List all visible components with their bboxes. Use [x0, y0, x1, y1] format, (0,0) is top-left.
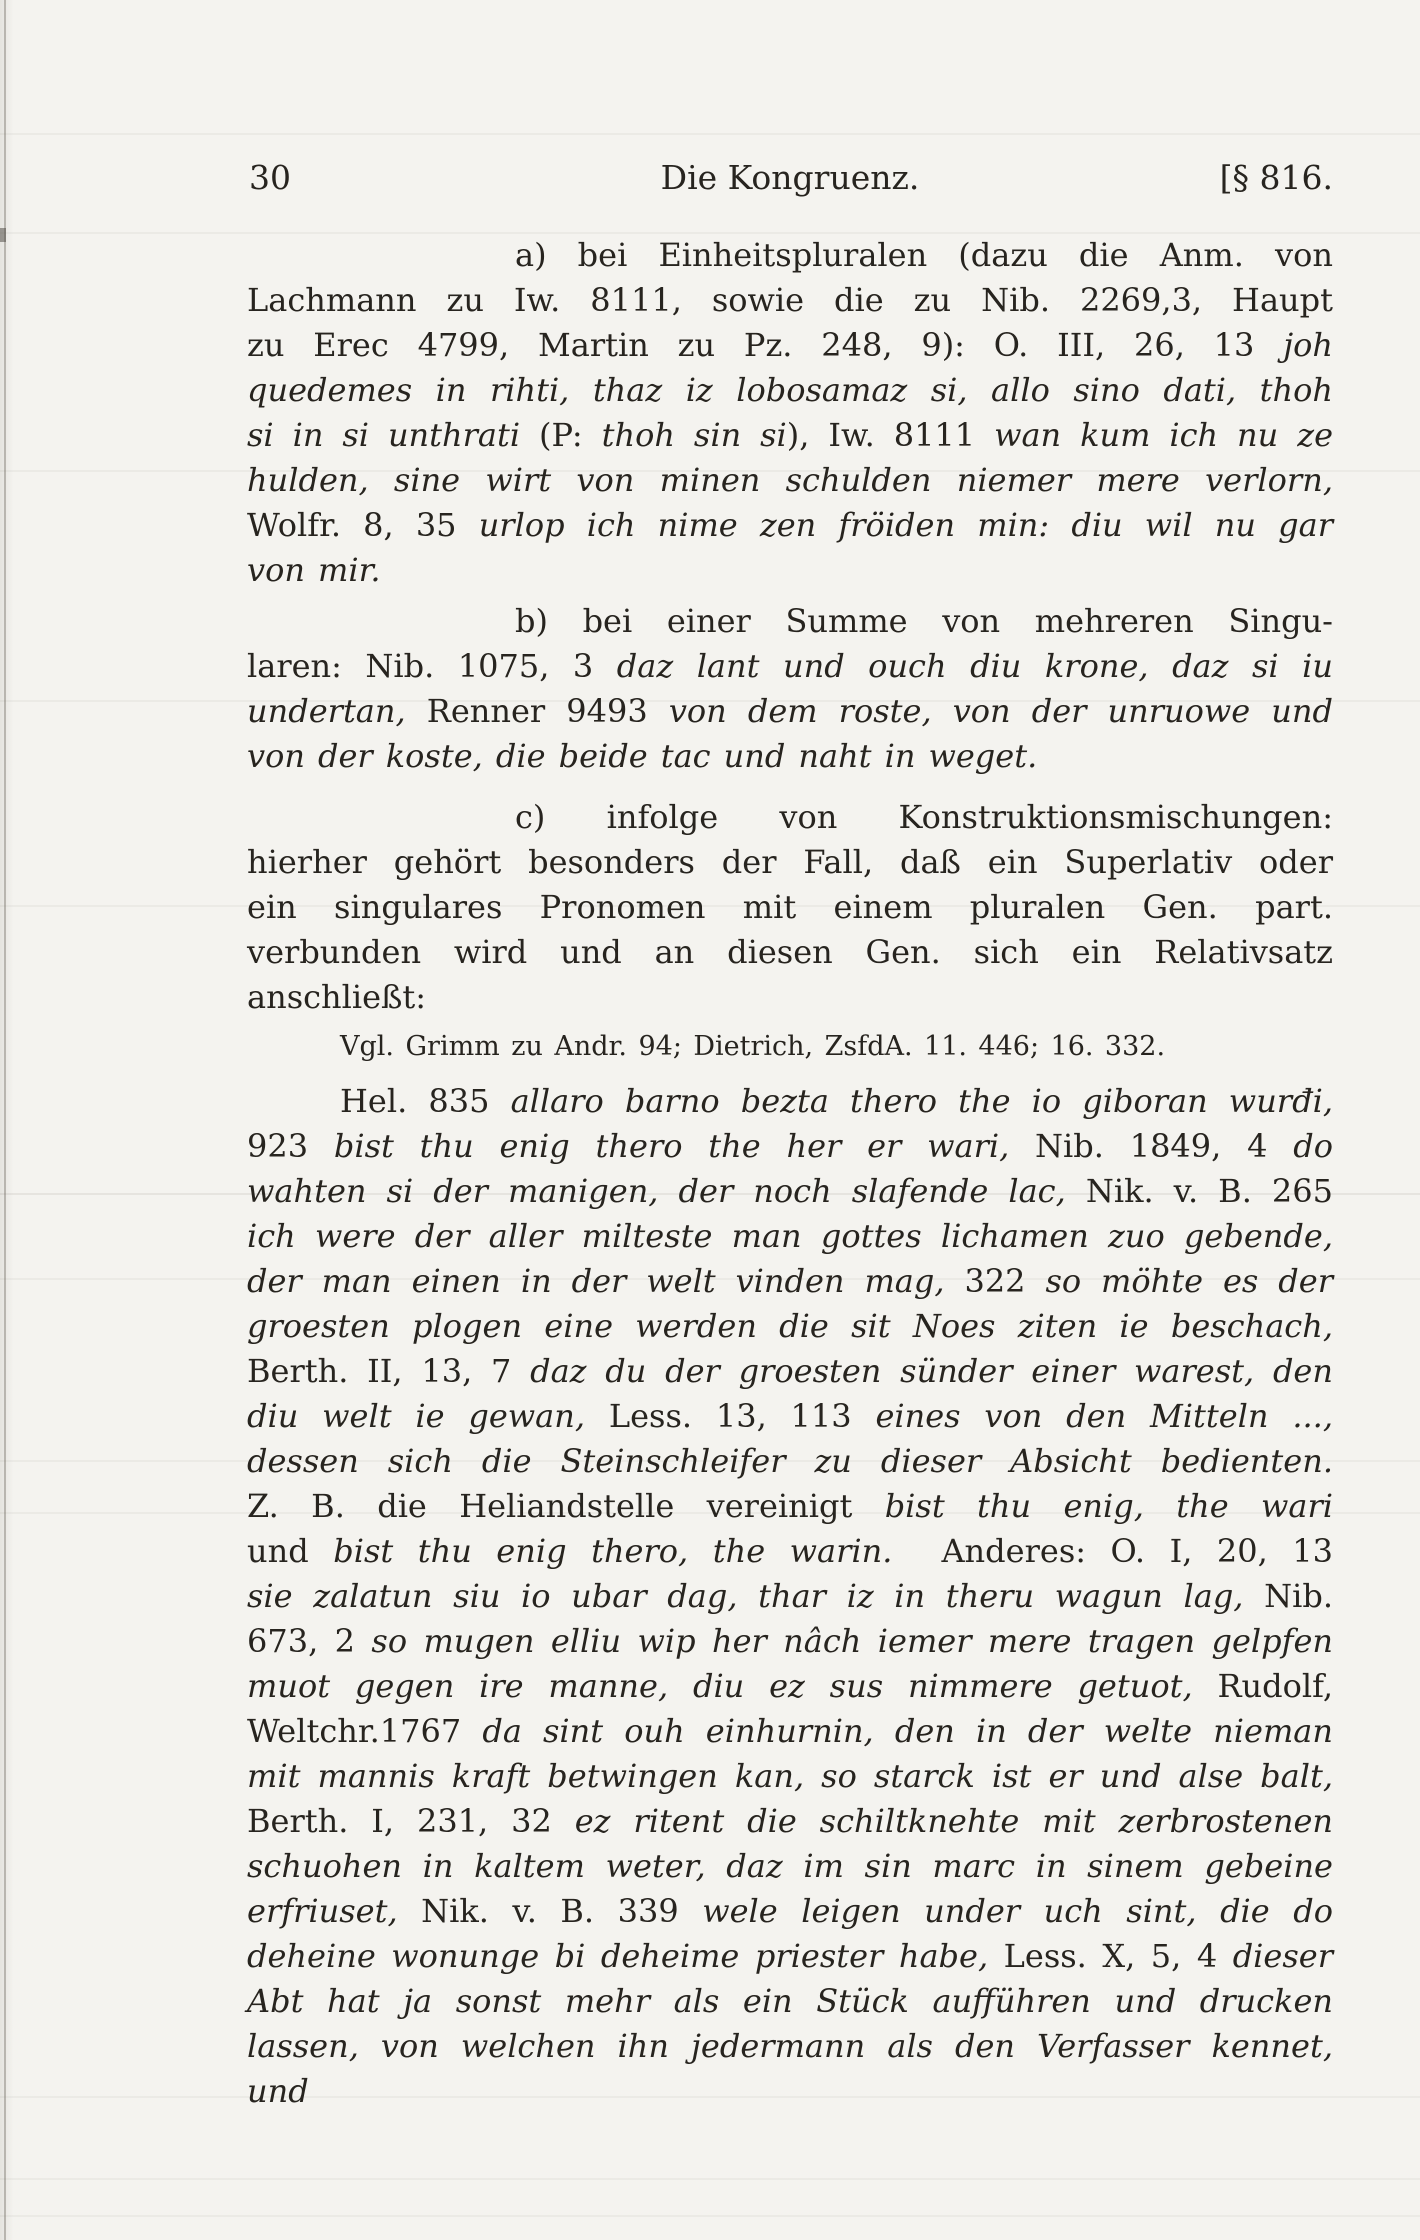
text-segment: Berth. II, 13, 7 [247, 1352, 531, 1390]
quotation-segment: sie zalatun siu io ubar dag, thar iz in theru wagun lag, [247, 1577, 1265, 1615]
text-segment: anschließt: [247, 978, 427, 1016]
text-line [247, 458, 1333, 503]
quotation-segment: von dem roste, von der unruowe und [668, 692, 1334, 730]
quotation-segment: von mir. [247, 551, 381, 589]
text-segment: Rudolf, [1217, 1667, 1333, 1705]
text-line [247, 1169, 1333, 1214]
scan-artifact-line [0, 133, 1420, 135]
quotation-segment: so mugen elliu wip her nâch iemer mere tragen gelpfen [371, 1622, 1334, 1660]
quotation-segment: joh [1283, 326, 1333, 364]
quotation-segment: daz du der groesten sünder einer warest, den [530, 1352, 1333, 1390]
text-line [247, 885, 1333, 930]
text-line [247, 1754, 1333, 1799]
quotation-segment: undertan, [247, 692, 427, 730]
text-line [247, 599, 1333, 644]
quotation-segment: bist thu enig thero the her er wari, [333, 1127, 1036, 1165]
text-line [247, 1259, 1333, 1304]
text-line [247, 975, 1333, 1020]
text-line [247, 1574, 1333, 1619]
text-line [247, 1349, 1333, 1394]
text-segment: (P: [539, 416, 602, 454]
text-segment: Renner 9493 [426, 692, 669, 730]
quotation-segment: si in si unthrati [247, 416, 540, 454]
text-line [247, 840, 1333, 885]
text-segment: und [247, 1532, 334, 1570]
quotation-segment: mit mannis kraft betwingen kan, so starck ist er und alse balt, [247, 1757, 1333, 1795]
text-line [247, 734, 1333, 779]
text-line [247, 1844, 1333, 1889]
running-title: Die Kongruenz. [660, 158, 920, 197]
text-segment: Less. X, 5, 4 [1003, 1937, 1233, 1975]
paragraph-b [247, 599, 1333, 779]
quotation-segment: da sint ouh einhurnin, den in der welte nieman [482, 1712, 1333, 1750]
paragraph-note [247, 1024, 1333, 1069]
text-segment: Less. 13, 113 [608, 1397, 876, 1435]
text-line [247, 1394, 1333, 1439]
text-line [247, 1484, 1333, 1529]
text-segment: 673, 2 [247, 1622, 372, 1660]
quotation-segment: wele leigen under uch sint, die do [702, 1892, 1333, 1930]
scan-artifact-line [0, 2178, 1420, 2180]
quotation-segment: von der koste, die beide tac und naht in weget. [247, 737, 1038, 775]
text-segment: Nik. v. B. 339 [421, 1892, 703, 1930]
text-segment: b) bei einer Summe von mehreren Singu- [515, 602, 1333, 640]
text-line [247, 2024, 1333, 2114]
text-segment: Nib. 1849, 4 [1035, 1127, 1294, 1165]
quotation-segment: dessen sich die Steinschleifer zu dieser Absicht bedienten. [247, 1442, 1333, 1480]
text-line [247, 1079, 1333, 1124]
paragraph-examples [247, 1079, 1333, 2114]
text-line [247, 413, 1333, 458]
text-segment: Berth. I, 231, 32 [247, 1802, 575, 1840]
text-segment: Weltchr.1767 [247, 1712, 483, 1750]
quotation-segment: groesten plogen eine werden die sit Noes ziten ie beschach, [247, 1307, 1333, 1345]
quotation-segment: allaro barno bezta thero the io giboran wurđi, [510, 1082, 1333, 1120]
text-segment: zu Erec 4799, Martin zu Pz. 248, 9): O. III, 26, 13 [247, 326, 1284, 364]
text-line [247, 323, 1333, 368]
text-line [247, 1024, 1333, 1069]
text-segment: c) infolge von Konstruktionsmischungen: [515, 798, 1333, 836]
text-line [247, 1619, 1333, 1664]
text-line [247, 548, 1333, 593]
quotation-segment: wan kum ich nu ze [994, 416, 1334, 454]
text-segment: Z. B. die Heliandstelle vereinigt [247, 1487, 885, 1525]
text-line [247, 930, 1333, 975]
text-segment: a) bei Einheitspluralen (dazu die Anm. von [515, 236, 1333, 274]
quotation-segment: muot gegen ire manne, diu ez sus nimmere getuot, [247, 1667, 1218, 1705]
quotation-segment: thoh sin si [601, 416, 787, 454]
quotation-segment: erfriuset, [247, 1892, 422, 1930]
quotation-segment: deheine wonunge bi deheime priester habe, [247, 1937, 1004, 1975]
text-line [247, 1439, 1333, 1484]
text-line [247, 278, 1333, 323]
text-line [247, 503, 1333, 548]
text-line [247, 1529, 1333, 1574]
scan-edge-line [4, 0, 6, 2240]
quotation-segment: so möhte es der [1045, 1262, 1333, 1300]
text-line [247, 1934, 1333, 1979]
quotation-segment: urlop ich nime zen fröiden min: diu wil nu gar [478, 506, 1334, 544]
text-segment: Hel. 835 [340, 1082, 511, 1120]
text-segment: Anderes: O. I, 20, 13 [892, 1532, 1334, 1570]
quotation-segment: der man einen in der welt vinden mag, [247, 1262, 965, 1300]
text-segment: ein singulares Pronomen mit einem pluralen Gen. part. [247, 888, 1333, 926]
text-segment: Vgl. Grimm zu Andr. 94; Dietrich, ZsfdA. 11. 446; 16. 332. [340, 1031, 1166, 1062]
text-segment: Nib. [1264, 1577, 1333, 1615]
page-header [247, 156, 1333, 200]
quotation-segment: wahten si der manigen, der noch slafende lac, [247, 1172, 1086, 1210]
text-segment: hierher gehört besonders der Fall, daß ein Superlativ oder [247, 843, 1333, 881]
text-line [247, 1799, 1333, 1844]
text-segment: laren: Nib. 1075, 3 [247, 647, 617, 685]
quotation-segment: daz lant und ouch diu krone, daz si iu [616, 647, 1333, 685]
text-segment: verbunden wird und an diesen Gen. sich ein Relativsatz [247, 933, 1333, 971]
quotation-segment: schuohen in kaltem weter, daz im sin marc in sinem gebeine [247, 1847, 1333, 1885]
quotation-segment: ich were der aller milteste man gottes lichamen zuo gebende, [247, 1217, 1333, 1255]
quotation-segment: do [1293, 1127, 1333, 1165]
scan-edge-shadow [0, 0, 16, 2240]
quotation-segment: lassen, von welchen ihn jedermann als den Verfasser kennet, und [247, 2027, 1333, 2110]
text-segment: Lachmann zu Iw. 8111, sowie die zu Nib. 2269,3, Haupt [247, 281, 1333, 319]
text-segment: ), Iw. 8111 [786, 416, 995, 454]
text-line [247, 1889, 1333, 1934]
quotation-segment: dieser [1232, 1937, 1333, 1975]
quotation-segment: Abt hat ja sonst mehr als ein Stück aufführen und drucken [247, 1982, 1333, 2020]
text-segment: Nik. v. B. 265 [1085, 1172, 1333, 1210]
text-body [247, 233, 1333, 2114]
text-line [247, 1979, 1333, 2024]
text-line [247, 368, 1333, 413]
page-number: 30 [249, 158, 291, 197]
quotation-segment: eines von den Mitteln ..., [875, 1397, 1334, 1435]
quotation-segment: diu welt ie gewan, [247, 1397, 609, 1435]
section-reference: [§ 816. [1219, 158, 1333, 197]
text-line [247, 644, 1333, 689]
quotation-segment: hulden, sine wirt von minen schulden niemer mere verlorn, [247, 461, 1333, 499]
text-segment: Wolfr. 8, 35 [247, 506, 479, 544]
text-line [247, 689, 1333, 734]
text-line [247, 233, 1333, 278]
paragraph-a [247, 233, 1333, 593]
text-line [247, 1304, 1333, 1349]
text-line [247, 1214, 1333, 1259]
scan-edge-mark [0, 228, 6, 242]
text-segment: 923 [247, 1127, 334, 1165]
text-segment: 322 [964, 1262, 1046, 1300]
text-line [247, 1664, 1333, 1709]
quotation-segment: bist thu enig, the wari [884, 1487, 1333, 1525]
quotation-segment: bist thu enig thero, the warin. [333, 1532, 893, 1570]
paragraph-c [247, 795, 1333, 1020]
text-line [247, 1124, 1333, 1169]
text-line [247, 1709, 1333, 1754]
quotation-segment: quedemes in rihti, thaz iz lobosamaz si, allo sino dati, thoh [247, 371, 1333, 409]
text-line [247, 795, 1333, 840]
scan-artifact-line [0, 2215, 1420, 2217]
quotation-segment: ez ritent die schiltknehte mit zerbrostenen [574, 1802, 1333, 1840]
